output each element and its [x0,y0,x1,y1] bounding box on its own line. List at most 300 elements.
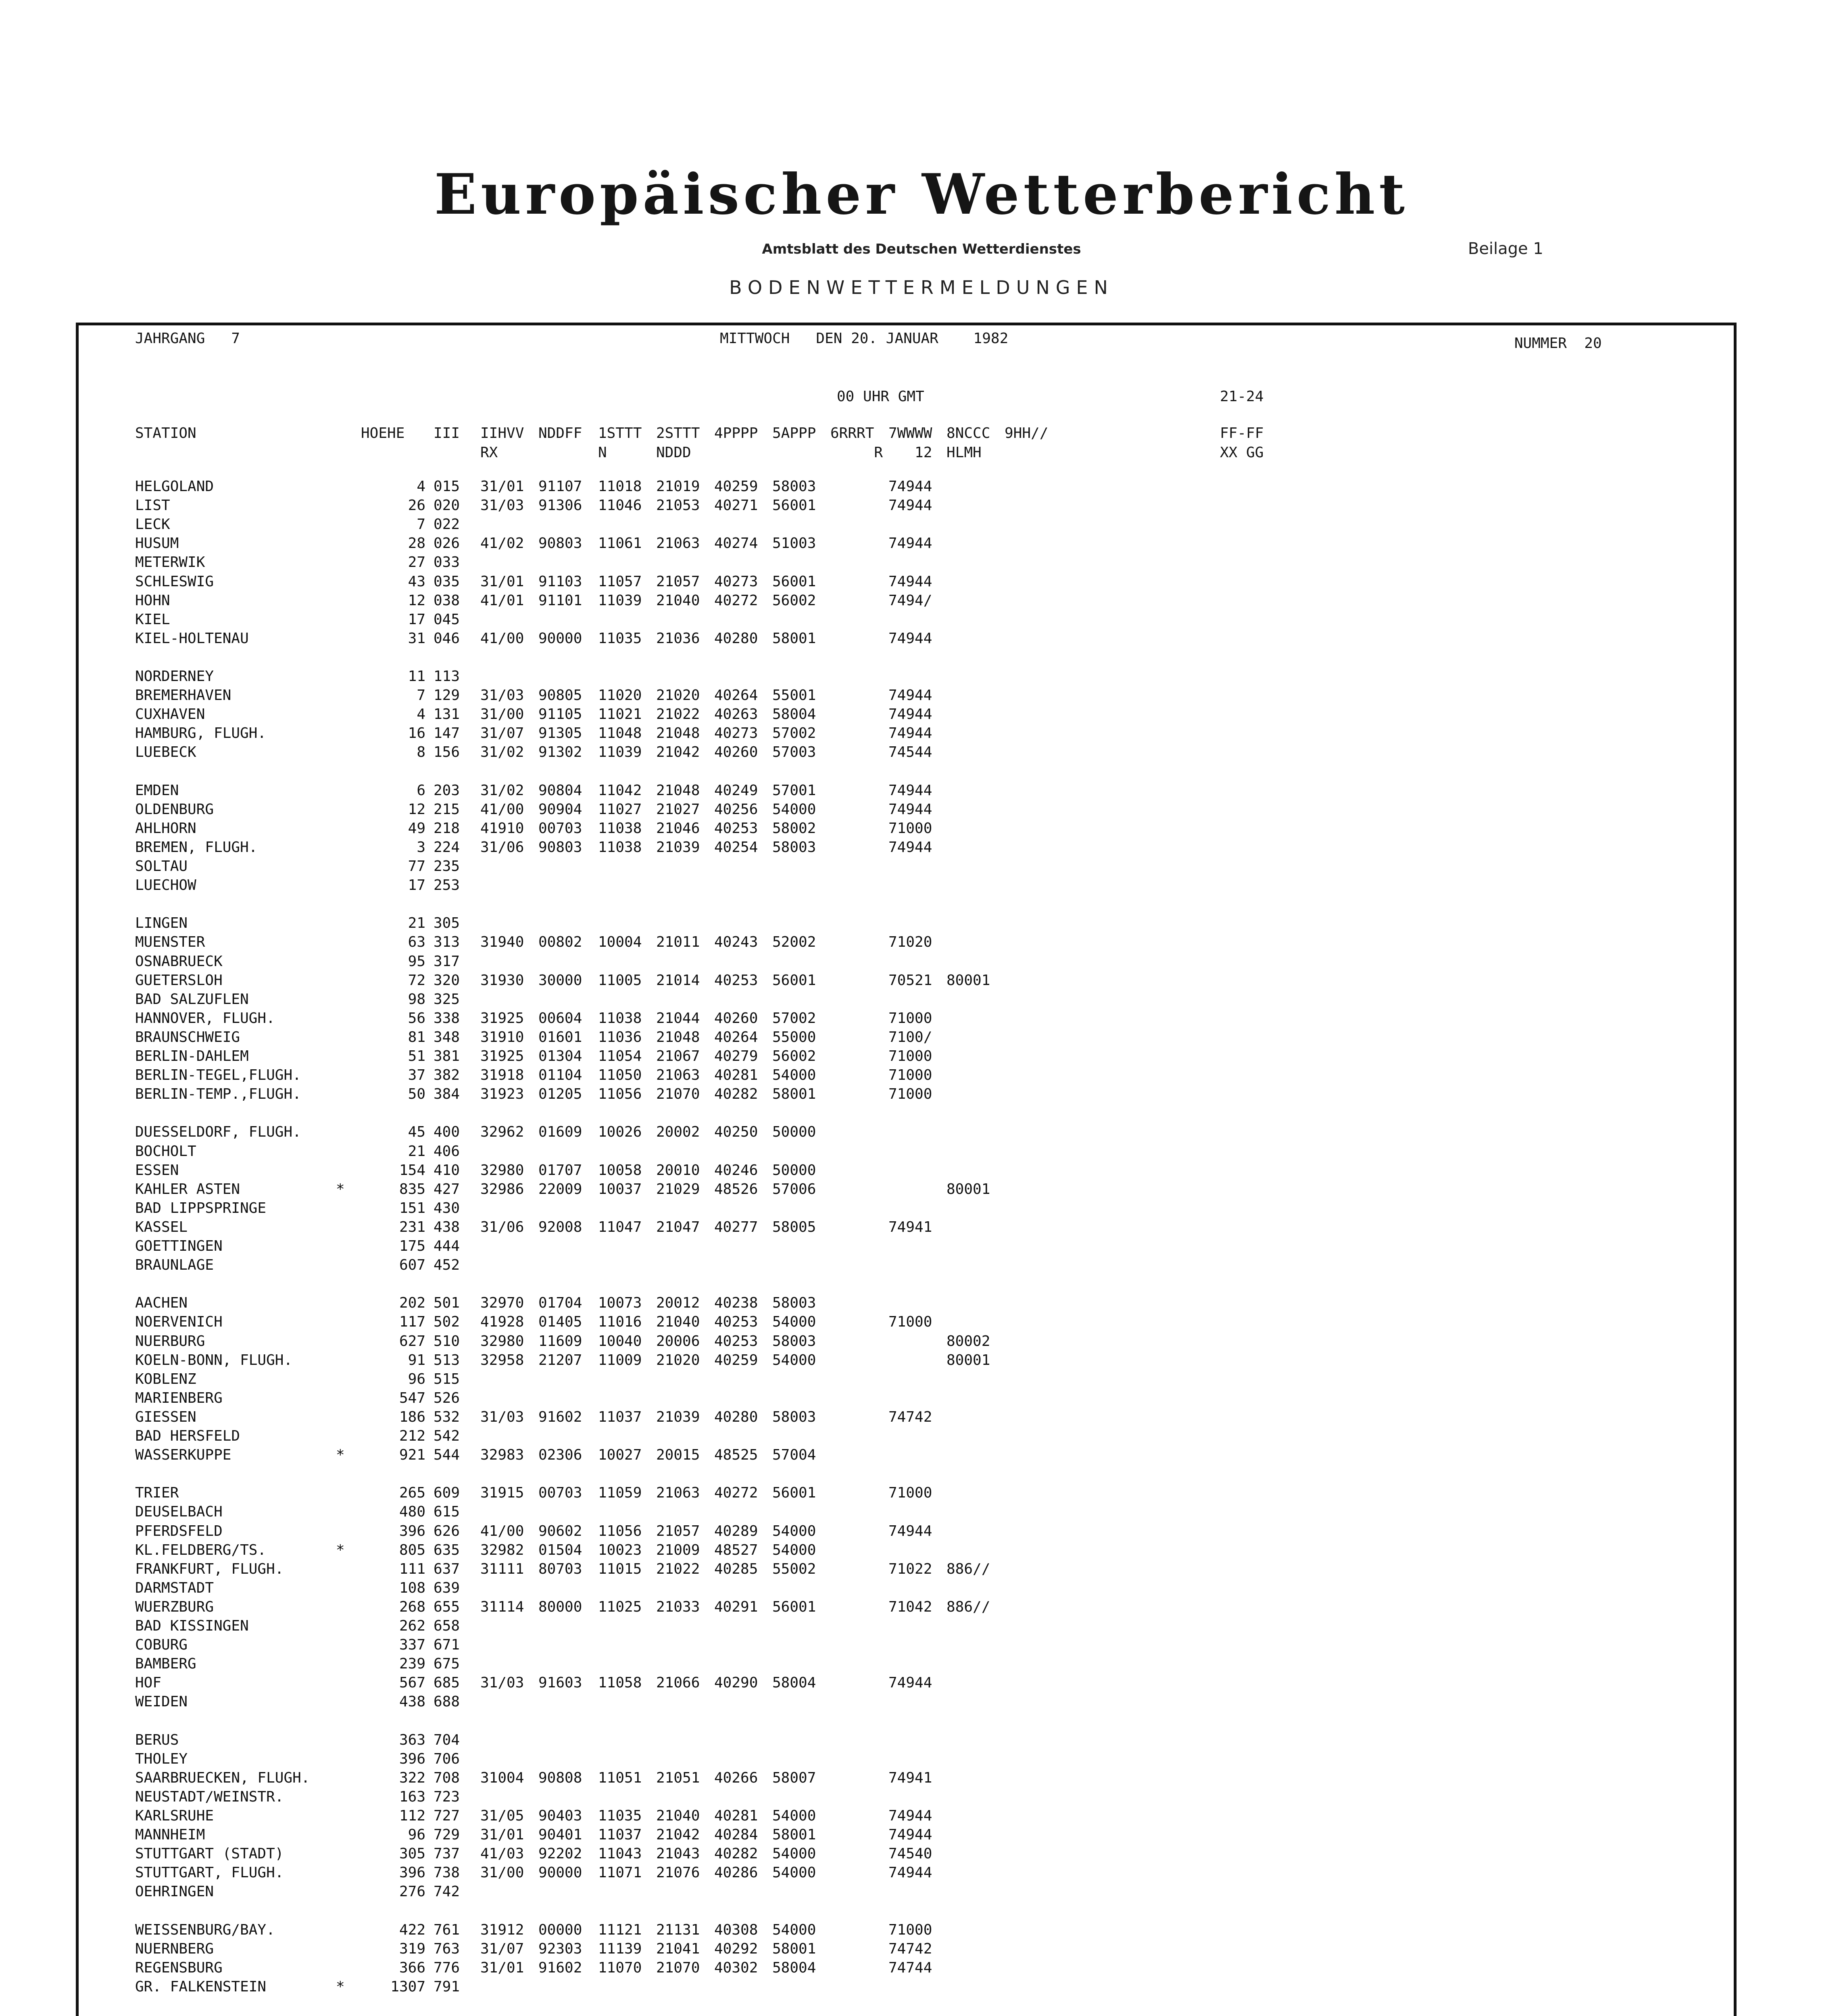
cell-station: BRAUNLAGE [135,1257,214,1274]
cell-iii: 224 [434,839,460,856]
cell-iii: 015 [434,478,460,495]
cell-t1: 10040 [598,1333,642,1350]
cell-station: STUTTGART, FLUGH. [135,1864,284,1881]
station-row [79,838,1651,857]
cell-hoehe: 16 [408,725,425,742]
issue-date: MITTWOCH DEN 20. JANUAR 1982 [720,330,1009,347]
cell-hoehe: 7 [417,687,425,704]
cell-w7: 74944 [888,706,932,723]
cell-t2: 21070 [656,1959,700,1976]
cell-p5: 58005 [772,1218,816,1235]
cell-p4: 40253 [714,1314,758,1331]
cell-p4: 40253 [714,820,758,837]
station-row [79,1370,1651,1389]
column-header-r6: 6RRRT R [830,425,883,461]
observation-time: 00 UHR GMT [837,388,924,405]
station-row [79,1161,1651,1180]
station-row [79,914,1651,933]
cell-t1: 11025 [598,1598,642,1615]
cell-p5: 52002 [772,934,816,951]
cell-w7: 74944 [888,839,932,856]
column-header-t2: 2STTT NDDD [656,425,700,461]
cell-t1: 11058 [598,1674,642,1691]
cell-ihvv: 32983 [480,1447,524,1464]
cell-ihvv: 31/06 [480,1218,524,1235]
cell-t1: 11139 [598,1940,642,1957]
cell-iii: 452 [434,1257,460,1274]
cell-p5: 56002 [772,1048,816,1064]
cell-iii: 253 [434,877,460,894]
cell-p4: 40250 [714,1124,758,1141]
cell-iii: 609 [434,1485,460,1502]
cell-nddff: 90805 [538,687,582,704]
station-row [79,1483,1651,1503]
station-row [79,629,1651,648]
cell-station: KAHLER ASTEN [135,1181,240,1198]
cell-station: BERUS [135,1731,179,1748]
cell-hoehe: 835 [399,1181,425,1198]
cell-iii: 382 [434,1067,460,1084]
cell-hoehe: 1307 [390,1978,425,1995]
cell-ihvv: 31/05 [480,1808,524,1824]
cell-t2: 21020 [656,687,700,704]
cell-p4: 40254 [714,839,758,856]
station-row [79,1787,1651,1807]
cell-t2: 21067 [656,1048,700,1064]
station-row [79,952,1651,971]
station-row [79,1256,1651,1275]
cell-ihvv: 32970 [480,1295,524,1312]
cell-t1: 10023 [598,1541,642,1558]
cell-nddff: 90401 [538,1826,582,1843]
cell-t1: 11038 [598,839,642,856]
cell-p4: 40279 [714,1048,758,1064]
station-row [79,1502,1651,1522]
cell-hoehe: 212 [399,1428,425,1444]
cell-nddff: 91306 [538,497,582,514]
cell-ihvv: 41/00 [480,801,524,818]
cell-station: KIEL-HOLTENAU [135,630,249,647]
mountain-station-marker: * [336,1978,345,1995]
cell-p5: 58003 [772,1333,816,1350]
cell-iii: 655 [434,1598,460,1615]
cell-iii: 742 [434,1883,460,1900]
station-row [79,990,1651,1009]
cell-w7: 74944 [888,478,932,495]
cell-hoehe: 231 [399,1218,425,1235]
station-row [79,1825,1651,1845]
column-header-h9: 9HH// [1005,425,1049,442]
cell-iii: 020 [434,497,460,514]
cell-ihvv: 31930 [480,972,524,989]
cell-hoehe: 567 [399,1674,425,1691]
cell-station: WASSERKUPPE [135,1447,231,1464]
cell-nddff: 00604 [538,1010,582,1027]
cell-iii: 776 [434,1959,460,1976]
cell-iii: 203 [434,782,460,799]
cell-w7: 74742 [888,1408,932,1425]
cell-p5: 57006 [772,1181,816,1198]
cell-station: KASSEL [135,1218,188,1235]
cell-station: BRAUNSCHWEIG [135,1029,240,1045]
cell-ihvv: 32986 [480,1181,524,1198]
station-row [79,743,1651,762]
cell-hoehe: 151 [399,1200,425,1216]
cell-t2: 21040 [656,1808,700,1824]
cell-nddff: 91602 [538,1408,582,1425]
cell-p5: 57001 [772,782,816,799]
cell-hoehe: 480 [399,1504,425,1520]
cell-t2: 20006 [656,1333,700,1350]
cell-nddff: 90000 [538,1864,582,1881]
cell-w7: 74944 [888,573,932,590]
station-row [79,1066,1651,1085]
cell-nddff: 92202 [538,1845,582,1862]
cell-t1: 11035 [598,630,642,647]
station-row [79,591,1651,610]
cell-t1: 11054 [598,1048,642,1064]
cell-w7: 71000 [888,820,932,837]
cell-t2: 21040 [656,592,700,609]
cell-w7: 74944 [888,630,932,647]
supplement-label: Beilage 1 [1468,240,1543,258]
cell-iii: 410 [434,1162,460,1179]
cell-ihvv: 31912 [480,1921,524,1938]
cell-iii: 113 [434,668,460,685]
cell-iii: 438 [434,1218,460,1235]
cell-t1: 11057 [598,573,642,590]
cell-nddff: 90804 [538,782,582,799]
station-row [79,572,1651,591]
cell-w7: 71000 [888,1067,932,1084]
cell-t1: 11050 [598,1067,642,1084]
cell-station: KL.FELDBERG/TS. [135,1541,267,1558]
cell-station: OSNABRUECK [135,953,223,970]
cell-p5: 58001 [772,1086,816,1103]
cell-t1: 11056 [598,1086,642,1103]
cell-t1: 11018 [598,478,642,495]
station-row [79,1218,1651,1237]
cell-iii: 384 [434,1086,460,1103]
cell-t2: 21051 [656,1769,700,1786]
cell-ihvv: 41/01 [480,592,524,609]
cell-hoehe: 239 [399,1656,425,1672]
cell-p4: 40285 [714,1560,758,1577]
cell-hoehe: 108 [399,1579,425,1596]
cell-station: BAMBERG [135,1656,196,1672]
cell-hoehe: 268 [399,1598,425,1615]
cell-ihvv: 31114 [480,1598,524,1615]
cell-nddff: 90904 [538,801,582,818]
station-row [79,1142,1651,1161]
cell-station: MARIENBERG [135,1389,223,1406]
station-row [79,1844,1651,1864]
cell-p4: 40273 [714,725,758,742]
cell-hoehe: 3 [417,839,425,856]
cell-w7: 71022 [888,1560,932,1577]
cell-w7: 74544 [888,744,932,761]
cell-station: KOELN-BONN, FLUGH. [135,1352,293,1368]
cell-t1: 11056 [598,1522,642,1539]
cell-p4: 40238 [714,1295,758,1312]
cell-p5: 54000 [772,1352,816,1368]
cell-station: HANNOVER, FLUGH. [135,1010,275,1027]
cell-hoehe: 8 [417,744,425,761]
cell-ihvv: 31/03 [480,497,524,514]
cell-t2: 21042 [656,1826,700,1843]
station-row [79,515,1651,534]
column-header-c8: 8NCCC HLMH [947,425,990,461]
cell-w7: 74941 [888,1769,932,1786]
cell-station: REGENSBURG [135,1959,223,1976]
cell-hoehe: 63 [408,934,425,951]
cell-station: NOERVENICH [135,1314,223,1331]
cell-nddff: 80703 [538,1560,582,1577]
cell-ihvv: 31918 [480,1067,524,1084]
station-row [79,1312,1651,1332]
cell-hoehe: 96 [408,1370,425,1387]
cell-iii: 338 [434,1010,460,1027]
cell-w7: 7494/ [888,592,932,609]
cell-w7: 74944 [888,1522,932,1539]
cell-p5: 57002 [772,725,816,742]
column-header-ff: FF-FF XX GG [1220,425,1264,461]
cell-nddff: 22009 [538,1181,582,1198]
cell-hoehe: 49 [408,820,425,837]
cell-p4: 40292 [714,1940,758,1957]
station-row [79,1977,1651,1997]
station-row [79,1597,1651,1617]
cell-ihvv: 31/01 [480,478,524,495]
cell-hoehe: 363 [399,1731,425,1748]
cell-p4: 40289 [714,1522,758,1539]
cell-hoehe: 175 [399,1238,425,1254]
station-row [79,1123,1651,1142]
cell-w7: 71000 [888,1921,932,1938]
cell-t1: 10004 [598,934,642,951]
cell-w7: 71000 [888,1010,932,1027]
station-row [79,1009,1651,1028]
station-row [79,1731,1651,1750]
cell-nddff: 01504 [538,1541,582,1558]
cell-hoehe: 77 [408,858,425,875]
cell-t1: 11047 [598,1218,642,1235]
cell-t1: 11036 [598,1029,642,1045]
column-header-w7: 7WWWW 12 [888,425,932,461]
cell-station: LUECHOW [135,877,196,894]
cell-hoehe: 111 [399,1560,425,1577]
cell-hoehe: 262 [399,1618,425,1634]
station-row [79,1560,1651,1579]
cell-t2: 21046 [656,820,700,837]
cell-nddff: 90403 [538,1808,582,1824]
station-row [79,1635,1651,1655]
cell-w7: 74944 [888,1674,932,1691]
cell-nddff: 92303 [538,1940,582,1957]
station-row [79,1541,1651,1560]
cell-station: BAD LIPPSPRINGE [135,1200,267,1216]
station-row [79,1427,1651,1446]
cell-w7: 71042 [888,1598,932,1615]
cell-p5: 54000 [772,1541,816,1558]
volume-label: JAHRGANG 7 [135,330,240,347]
station-row [79,1445,1651,1465]
cell-ihvv: 32980 [480,1162,524,1179]
station-row [79,1180,1651,1199]
cell-w7: 74944 [888,687,932,704]
cell-w7: 74944 [888,535,932,552]
cell-ihvv: 32982 [480,1541,524,1558]
cell-t1: 11046 [598,497,642,514]
cell-station: LECK [135,516,170,533]
cell-p4: 40264 [714,687,758,704]
cell-hoehe: 7 [417,516,425,533]
cell-station: HOF [135,1674,162,1691]
cell-hoehe: 45 [408,1124,425,1141]
station-row [79,1522,1651,1541]
cell-t1: 11039 [598,744,642,761]
cell-t2: 21047 [656,1218,700,1235]
station-row [79,1293,1651,1313]
cell-station: OEHRINGEN [135,1883,214,1900]
cell-ihvv: 31/01 [480,1959,524,1976]
cell-iii: 381 [434,1048,460,1064]
cell-iii: 671 [434,1637,460,1654]
cell-t2: 20010 [656,1162,700,1179]
cell-t2: 21014 [656,972,700,989]
cell-iii: 544 [434,1447,460,1464]
cell-ihvv: 32958 [480,1352,524,1368]
station-row [79,1085,1651,1104]
cell-nddff: 01704 [538,1295,582,1312]
cell-ihvv: 32980 [480,1333,524,1350]
cell-hoehe: 37 [408,1067,425,1084]
cell-ihvv: 31/02 [480,744,524,761]
cell-nddff: 00000 [538,1921,582,1938]
cell-hoehe: 28 [408,535,425,552]
cell-station: HELGOLAND [135,478,214,495]
cell-w7: 70521 [888,972,932,989]
cell-p4: 40281 [714,1808,758,1824]
cell-w7: 74944 [888,725,932,742]
cell-station: BREMEN, FLUGH. [135,839,258,856]
cell-t1: 11070 [598,1959,642,1976]
cell-station: EMDEN [135,782,179,799]
cell-c8: 886// [947,1560,990,1577]
cell-ihvv: 31925 [480,1010,524,1027]
cell-p4: 40302 [714,1959,758,1976]
cell-p5: 50000 [772,1162,816,1179]
cell-nddff: 91103 [538,573,582,590]
cell-station: KARLSRUHE [135,1808,214,1824]
station-row [79,1199,1651,1218]
cell-ihvv: 31/01 [480,573,524,590]
station-row [79,705,1651,724]
cell-p4: 40260 [714,744,758,761]
cell-p4: 40280 [714,630,758,647]
cell-p5: 54000 [772,1845,816,1862]
cell-t2: 20002 [656,1124,700,1141]
cell-ihvv: 31/03 [480,687,524,704]
cell-hoehe: 322 [399,1769,425,1786]
cell-p5: 56002 [772,592,816,609]
cell-t2: 21041 [656,1940,700,1957]
cell-iii: 427 [434,1181,460,1198]
cell-w7: 74742 [888,1940,932,1957]
station-row [79,1768,1651,1788]
cell-t1: 10058 [598,1162,642,1179]
cell-iii: 791 [434,1978,460,1995]
cell-hoehe: 21 [408,1143,425,1160]
cell-p4: 40249 [714,782,758,799]
cell-ihvv: 41/00 [480,1522,524,1539]
cell-t2: 21042 [656,744,700,761]
cell-iii: 532 [434,1408,460,1425]
cell-w7: 74944 [888,1808,932,1824]
cell-iii: 348 [434,1029,460,1045]
cell-t1: 11005 [598,972,642,989]
cell-hoehe: 17 [408,877,425,894]
station-row [79,781,1651,800]
cell-nddff: 00802 [538,934,582,951]
cell-station: SOLTAU [135,858,188,875]
cell-iii: 737 [434,1845,460,1862]
cell-station: HUSUM [135,535,179,552]
cell-iii: 045 [434,611,460,628]
cell-hoehe: 50 [408,1086,425,1103]
cell-c8: 886// [947,1598,990,1615]
cell-p4: 40291 [714,1598,758,1615]
cell-ihvv: 31/06 [480,839,524,856]
cell-station: GUETERSLOH [135,972,223,989]
cell-hoehe: 319 [399,1940,425,1957]
cell-w7: 74944 [888,497,932,514]
cell-t1: 11027 [598,801,642,818]
cell-station: HAMBURG, FLUGH. [135,725,267,742]
cell-hoehe: 921 [399,1447,425,1464]
cell-t1: 10027 [598,1447,642,1464]
cell-p4: 40272 [714,1485,758,1502]
cell-ihvv: 31111 [480,1560,524,1577]
cell-p5: 57002 [772,1010,816,1027]
cell-station: NORDERNEY [135,668,214,685]
cell-hoehe: 27 [408,554,425,571]
cell-ihvv: 32962 [480,1124,524,1141]
cell-p5: 54000 [772,1522,816,1539]
cell-w7: 74944 [888,1864,932,1881]
cell-p4: 48526 [714,1181,758,1198]
cell-iii: 639 [434,1579,460,1596]
cell-nddff: 01609 [538,1124,582,1141]
cell-hoehe: 607 [399,1257,425,1274]
cell-station: WUERZBURG [135,1598,214,1615]
cell-iii: 313 [434,934,460,951]
cell-station: FRANKFURT, FLUGH. [135,1560,284,1577]
cell-nddff: 90602 [538,1522,582,1539]
station-row [79,724,1651,743]
cell-iii: 444 [434,1238,460,1254]
cell-station: GR. FALKENSTEIN [135,1978,267,1995]
station-row [79,610,1651,629]
cell-hoehe: 154 [399,1162,425,1179]
cell-hoehe: 305 [399,1845,425,1862]
cell-p5: 57004 [772,1447,816,1464]
cell-c8: 80001 [947,1181,990,1198]
cell-iii: 131 [434,706,460,723]
cell-iii: 325 [434,991,460,1008]
cell-t2: 21048 [656,725,700,742]
cell-hoehe: 337 [399,1637,425,1654]
